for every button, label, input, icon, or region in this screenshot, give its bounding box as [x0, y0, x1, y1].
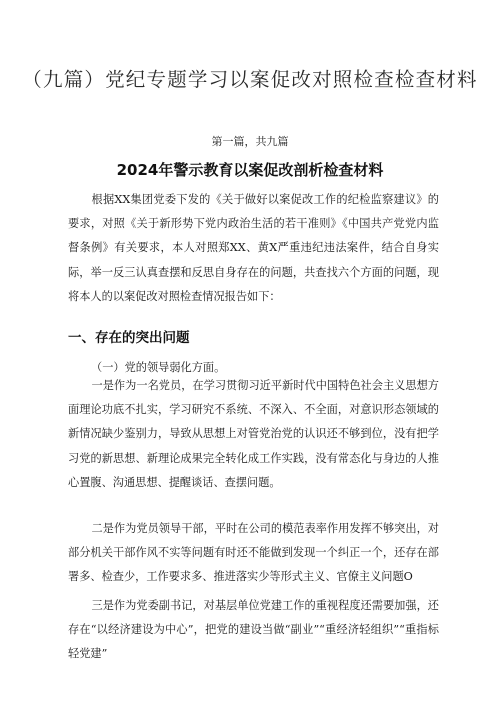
- body-paragraph-3: 三是作为党委副书记，对基层单位党建工作的重视程度还需要加强，还存在“以经济建设为中心”，把党的建设当做“副业”“重经济轻组织”“重指标轻党建”: [68, 599, 439, 661]
- intro-paragraph: 根据XX集团党委下发的《关于做好以案促改工作的纪检监察建议》的要求，对照《关于新形势下党内政治生活的若干准则》《中国共产党党内监督条例》有关要求，本人对照郑XX、黄X严重违纪违法案件，结合自身实际，举一反三认真查摆和反思自身存在的问题，共查找六个方面的问题，现将本人的以案促改对照检查情况报告如下：: [68, 193, 439, 303]
- section-heading: 一、存在的突出问题: [68, 330, 190, 346]
- body-paragraph-2: 二是作为党员领导干部，平时在公司的模范表率作用发挥不够突出，对部分机关干部作风不实等问题有时还不能做到发现一个纠正一个，还存在部署多、检查少，工作要求多、推进落实少等形式主义、官僚主义问题O: [68, 522, 439, 584]
- subsection-heading: （一）党的领导弱化方面。: [91, 361, 226, 374]
- part-label: 第一篇，共九篇: [211, 135, 289, 148]
- article-title: 2024年警示教育以案促改剖析检查材料: [116, 161, 384, 179]
- body-paragraph-1: 一是作为一名党员，在学习贯彻习近平新时代中国特色社会主义思想方面理论功底不扎实，学习研究不系统、不深入、不全面，对意识形态领域的新情况缺少鉴别力，导致从思想上对管党治党的认识还不够到位，没有把学习党的新思想、新理论成果完全转化成工作实践，没有常态化与身边的人推心置腹、沟通思想、提醒谈话、查摆问题。: [68, 379, 439, 489]
- document-title: （九篇）党纪专题学习以案促改对照检查检查材料: [22, 68, 478, 91]
